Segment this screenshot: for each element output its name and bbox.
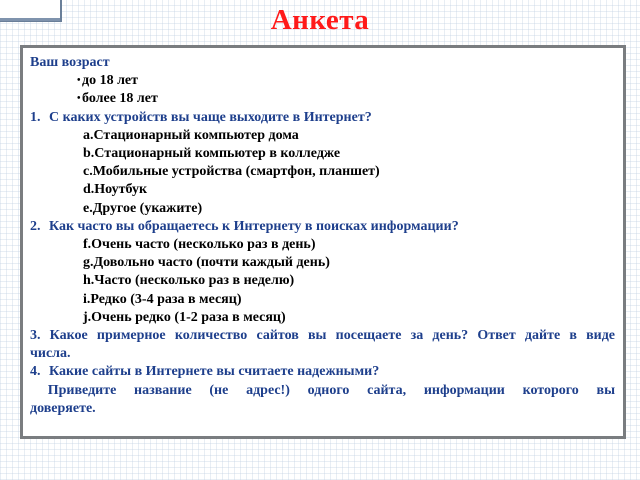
age-option: [30, 72, 615, 90]
answer-option: j.Очень редко (1-2 раза в месяц): [83, 309, 286, 325]
answer-option: e.Другое (укажите): [83, 200, 203, 216]
answer-option: c.Мобильные устройства (смартфон, планшет): [83, 164, 380, 180]
age-option-label: до 18 лет: [82, 73, 139, 89]
answer-option: b.Стационарный компьютер в колледже: [83, 146, 341, 162]
answer-option: f.Очень часто (несколько раз в день): [83, 237, 316, 253]
question-1: [30, 109, 615, 127]
age-option-label: более 18 лет: [82, 91, 158, 107]
question-2: [30, 218, 615, 236]
age-option: [30, 90, 615, 108]
question-text: Как часто вы обращаетесь к Интернету в поисках информации?: [49, 218, 459, 234]
question-4-instruction-line-1: Приведите название (не адрес!) одного сайта, информации которого вы: [30, 382, 616, 398]
question-4: [30, 363, 615, 381]
answer-option: d.Ноутбук: [83, 182, 148, 198]
bullet-icon: •: [77, 75, 81, 87]
age-label: Ваш возраст: [30, 55, 110, 70]
answer-option: i.Редко (3-4 раза в месяц): [83, 291, 242, 307]
question-text: С каких устройств вы чаще выходите в Интернет?: [49, 109, 372, 125]
question-4-instruction-line-2: доверяете.: [30, 400, 96, 416]
bullet-icon: •: [77, 93, 81, 105]
answer-option: g.Довольно часто (почти каждый день): [83, 255, 330, 271]
question-number: 4.: [30, 364, 41, 380]
question-3-line-1: 3. Какое примерное количество сайтов вы посещаете за день? Ответ дайте в виде: [30, 328, 615, 344]
question-text: Какие сайты в Интернете вы считаете надежными?: [49, 364, 380, 380]
page-title: Анкета: [270, 4, 370, 36]
answer-option: a.Стационарный компьютер дома: [83, 127, 299, 143]
answer-option: h.Часто (несколько раз в неделю): [83, 273, 295, 289]
question-number: 2.: [30, 218, 41, 234]
question-number: 1.: [30, 109, 41, 125]
question-3-line-2: числа.: [30, 346, 71, 362]
survey-panel: [20, 45, 626, 439]
